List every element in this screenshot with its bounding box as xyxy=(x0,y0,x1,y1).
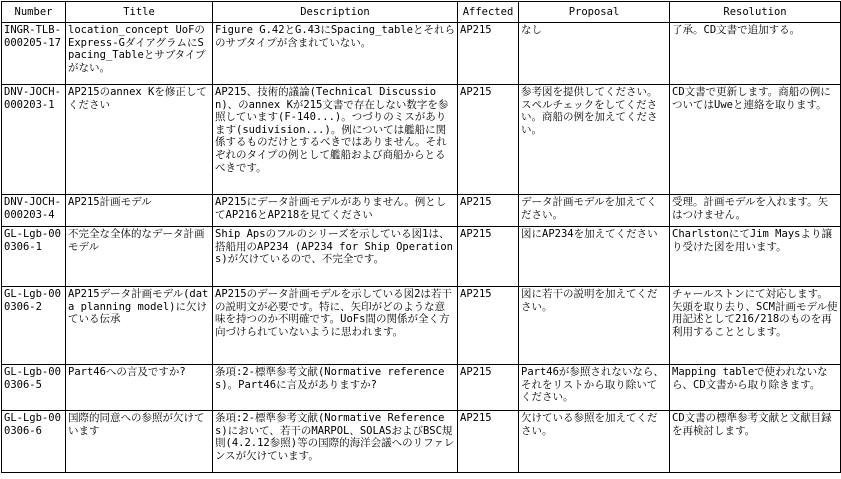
cell-affected: AP215 xyxy=(458,85,519,195)
issues-table xyxy=(1,1,841,473)
cell-proposal: なし xyxy=(519,23,670,85)
cell-resolution: CD文書で更新します。商船の例についてはUweと連絡を取ります。 xyxy=(670,85,841,195)
table-row xyxy=(2,365,841,411)
cell-proposal: 図に若干の説明を加えてください。 xyxy=(519,287,670,365)
cell-affected: AP215 xyxy=(458,365,519,411)
cell-resolution: Mapping tableで使われないなら、CD文書から取り除きます。 xyxy=(670,365,841,411)
cell-description: 条項:2-標準参考文献(Normative references)。Part46に言及がありますか? xyxy=(213,365,458,411)
cell-resolution: CharlstonにてJim Maysより譲り受けた図を用います。 xyxy=(670,227,841,287)
cell-proposal: Part46が参照されないなら、それをリストから取り除いてください。 xyxy=(519,365,670,411)
header-row xyxy=(2,2,841,23)
table-row xyxy=(2,85,841,195)
cell-number: DNV-JOCH-000203-1 xyxy=(2,85,66,195)
cell-title: AP215計画モデル xyxy=(66,195,213,227)
cell-description: AP215のデータ計画モデルを示している図2は若干の説明文が必要です。特に、矢印がどのような意味を持つのか不明確です。UoFs間の関係が全く方向づけられていないように思われます。 xyxy=(213,287,458,365)
cell-number: INGR-TLB-000205-17 xyxy=(2,23,66,85)
cell-resolution: 受理。計画モデルを入れます。矢はつけません。 xyxy=(670,195,841,227)
table-row xyxy=(2,287,841,365)
cell-number: GL-Lgb-000306-1 xyxy=(2,227,66,287)
cell-resolution: 了承。CD文書で追加する。 xyxy=(670,23,841,85)
cell-affected: AP215 xyxy=(458,195,519,227)
header-affected: Affected xyxy=(458,2,519,23)
cell-number: GL-Lgb-000306-2 xyxy=(2,287,66,365)
cell-resolution: チャールストンにて対応します。矢頭を取り去り、SCM計画モデル使用記述として216/218のものを再利用することとします。 xyxy=(670,287,841,365)
cell-number: DNV-JOCH-000203-4 xyxy=(2,195,66,227)
cell-title: location_concept UoFのExpress-GダイアグラムにSpacing_Tableとサブタイプがない。 xyxy=(66,23,213,85)
cell-description: 条項:2-標準参考文献(Normative References)において、若干のMARPOL、SOLASおよびBSC規則(4.2.12参照)等の国際的海洋会議へのリファレンスが欠けています。 xyxy=(213,411,458,473)
cell-title: AP215のannex Kを修正してください xyxy=(66,85,213,195)
header-number: Number xyxy=(2,2,66,23)
header-title: Title xyxy=(66,2,213,23)
cell-affected: AP215 xyxy=(458,287,519,365)
header-proposal: Proposal xyxy=(519,2,670,23)
cell-description: Ship Apsのフルのシリーズを示している図1は、搭船用のAP234 (AP234 for Ship Operations)が欠けているので、不完全です。 xyxy=(213,227,458,287)
table-row xyxy=(2,411,841,473)
cell-affected: AP215 xyxy=(458,23,519,85)
cell-title: AP215データ計画モデル(data planning model)に欠けている伝承 xyxy=(66,287,213,365)
cell-affected: AP215 xyxy=(458,411,519,473)
cell-description: AP215、技術的議論(Technical Discussion)、のannex Kが215文書で存在しない数字を参照しています(F-140...)。つづりのミスがあります(sudivision...)。例については艦船に関係するものだけとするべきではありません。それぞれのタイプの例として艦船および商船からとるべきです。 xyxy=(213,85,458,195)
header-description: Description xyxy=(213,2,458,23)
cell-proposal: データ計画モデルを加えてください。 xyxy=(519,195,670,227)
table-row xyxy=(2,227,841,287)
cell-title: 国際的同意への参照が欠けています xyxy=(66,411,213,473)
cell-proposal: 図にAP234を加えてください xyxy=(519,227,670,287)
cell-resolution: CD文書の標準参考文献と文献目録を再検討します。 xyxy=(670,411,841,473)
cell-description: Figure G.42とG.43にSpacing_tableとそれらのサブタイプが含まれていない。 xyxy=(213,23,458,85)
table-row xyxy=(2,195,841,227)
cell-proposal: 欠けている参照を加えてください。 xyxy=(519,411,670,473)
cell-title: 不完全な全体的なデータ計画モデル xyxy=(66,227,213,287)
header-resolution: Resolution xyxy=(670,2,841,23)
table-header xyxy=(2,2,841,23)
cell-affected: AP215 xyxy=(458,227,519,287)
table-row xyxy=(2,23,841,85)
cell-proposal: 参考図を提供してください。スペルチェックをしてください。商船の例を加えてください。 xyxy=(519,85,670,195)
cell-number: GL-Lgb-000306-5 xyxy=(2,365,66,411)
cell-title: Part46への言及ですか? xyxy=(66,365,213,411)
cell-number: GL-Lgb-000306-6 xyxy=(2,411,66,473)
table-body xyxy=(2,23,841,473)
cell-description: AP215にデータ計画モデルがありません。例としてAP216とAP218を見てください xyxy=(213,195,458,227)
